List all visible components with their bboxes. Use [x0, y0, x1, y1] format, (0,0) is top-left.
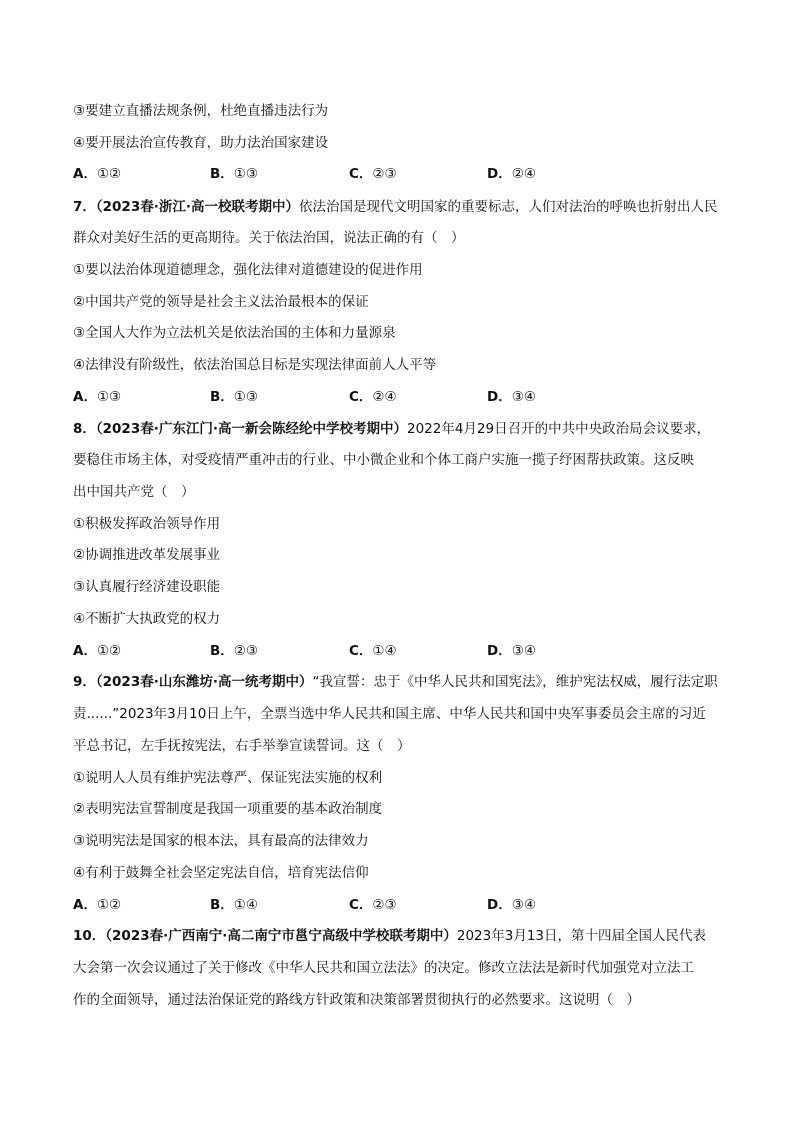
q7-options — [73, 387, 723, 407]
option-d: D．③④ — [487, 643, 536, 659]
q8-item-4: ④不断扩大执政党的权力 — [73, 611, 221, 627]
option-a: A．①③ — [73, 389, 122, 405]
q7-stem-line-2: 群众对美好生活的更高期待。关于依法治国，说法正确的有（ ） — [73, 230, 465, 246]
prev-options — [73, 164, 723, 184]
q9-stem-line-3: 平总书记，左手抚按宪法，右手举拳宣读誓词。这（ ） — [73, 738, 411, 754]
q8-stem-line-3: 出中国共产党（ ） — [73, 484, 195, 500]
q8-item-1: ①积极发挥政治领导作用 — [73, 516, 221, 532]
q9-item-3: ③说明宪法是国家的根本法，具有最高的法律效力 — [73, 833, 369, 849]
option-c: C．①④ — [349, 643, 397, 659]
option-b: B．①③ — [210, 166, 259, 182]
option-c: C．②④ — [349, 389, 397, 405]
prev-item-4: ④要开展法治宣传教育，助力法治国家建设 — [73, 135, 329, 151]
q8-item-3: ③认真履行经济建设职能 — [73, 579, 221, 595]
option-d: D．②④ — [487, 166, 536, 182]
option-d: D．③④ — [487, 389, 536, 405]
q10-stem-line-1: 10．（2023春·广西南宁·高二南宁市邕宁高级中学校联考期中）2023年3月13日，第十四届全国人民代表 — [73, 928, 706, 944]
option-a: A．①② — [73, 643, 122, 659]
option-c: C．②③ — [349, 897, 397, 913]
option-b: B．①③ — [210, 389, 259, 405]
prev-item-3: ③要建立直播法规条例，杜绝直播违法行为 — [73, 103, 329, 119]
q9-item-1: ①说明人人员有维护宪法尊严、保证宪法实施的权利 — [73, 770, 383, 786]
option-b: B．②③ — [210, 643, 259, 659]
option-a: A．①② — [73, 897, 122, 913]
option-c: C．②③ — [349, 166, 397, 182]
option-d: D．③④ — [487, 897, 536, 913]
q10-stem-line-2: 大会第一次会议通过了关于修改《中华人民共和国立法法》的决定。修改立法法是新时代加强党对立法工 — [73, 960, 694, 976]
q7-item-3: ③全国人大作为立法机关是依法治国的主体和力量源泉 — [73, 325, 396, 341]
option-b: B．①④ — [210, 897, 259, 913]
q7-item-4: ④法律没有阶级性，依法治国总目标是实现法律面前人人平等 — [73, 357, 437, 373]
q8-stem-line-2: 要稳住市场主体，对受疫情严重冲击的行业、中小微企业和个体工商户实施一揽子纾困帮扶政策。这反映 — [73, 452, 694, 468]
q7-stem-line-1: 7．（2023春·浙江·高一校联考期中）依法治国是现代文明国家的重要标志，人们对法治的呼唤也折射出人民 — [73, 199, 718, 215]
q9-options — [73, 895, 723, 915]
q9-stem-line-1: 9．（2023春·山东潍坊·高一统考期中）“我宣誓：忠于《中华人民共和国宪法》，维护宪法权威，履行法定职 — [73, 674, 718, 690]
q8-item-2: ②协调推进改革发展事业 — [73, 547, 221, 563]
q9-item-4: ④有利于鼓舞全社会坚定宪法自信，培育宪法信仰 — [73, 865, 369, 881]
q8-stem-line-1: 8．（2023春·广东江门·高一新会陈经纶中学校考期中）2022年4月29日召开的中共中央政治局会议要求， — [73, 421, 711, 437]
q9-item-2: ②表明宪法宣誓制度是我国一项重要的基本政治制度 — [73, 801, 383, 817]
option-a: A．①② — [73, 166, 122, 182]
q7-item-2: ②中国共产党的领导是社会主义法治最根本的保证 — [73, 294, 369, 310]
q10-stem-line-3: 作的全面领导，通过法治保证党的路线方针政策和决策部署贯彻执行的必然要求。这说明（ ） — [73, 992, 640, 1008]
q9-stem-line-2: 责......”2023年3月10日上午，全票当选中华人民共和国主席、中华人民共和国中央军事委员会主席的习近 — [73, 706, 706, 722]
q7-item-1: ①要以法治体现道德理念，强化法律对道德建设的促进作用 — [73, 262, 423, 278]
q8-options — [73, 641, 723, 661]
